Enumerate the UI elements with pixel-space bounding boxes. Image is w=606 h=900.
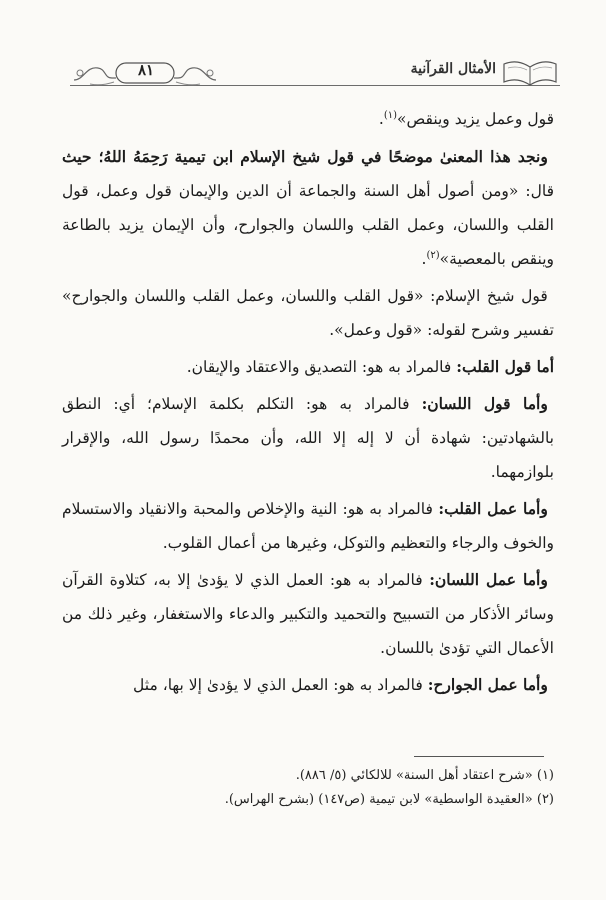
footnote-1: (١) «شرح اعتقاد أهل السنة» للالكائي (٥/ ٨٨٦). xyxy=(295,768,554,783)
paragraph-qawl-al-qalb: أما قول القلب: فالمراد به هو: التصديق والاعتقاد والإيقان. xyxy=(186,357,554,376)
paragraph-amal-al-qalb: وأما عمل القلب: فالمراد به هو: النية والإخلاص والمحبة والانقياد والاستسلام والخوف والرجاء والتعظيم والتوكل، وغيرها من أعمال القلوب. xyxy=(62,499,554,552)
term-heading: وأما عمل الجوارح: xyxy=(427,675,548,694)
footnote-ref-1[interactable]: (١) xyxy=(383,109,397,121)
paragraph-continuation: قول وعمل يزيد وينقص»$^{(١)}$. xyxy=(378,109,554,128)
paragraph-qawl-al-lisan: وأما قول اللسان: فالمراد به هو: التكلم بكلمة الإسلام؛ أي: النطق بالشهادتين: شهادة أن لا إله إلا الله، وأن محمدًا رسول الله، والإقرار بلوازمهما. xyxy=(62,394,554,481)
open-book-icon xyxy=(500,56,560,90)
footnote-ref-2[interactable]: (٢) xyxy=(426,249,440,261)
term-heading: وأما عمل القلب: xyxy=(438,499,548,518)
footnote-divider xyxy=(414,756,544,757)
paragraph-explanation: قول شيخ الإسلام: «قول القلب واللسان، وعمل القلب واللسان والجوارح» تفسير وشرح لقوله: «قول وعمل». xyxy=(62,287,554,339)
paragraph-lead: ونجد هذا المعنىٰ موضحًا في قول شيخ الإسلام ابن تيمية رَحِمَهُ اللهُ؛ حيث xyxy=(62,147,548,166)
paragraph-amal-al-jawarih: وأما عمل الجوارح: فالمراد به هو: العمل الذي لا يؤدىٰ إلا بها، مثل xyxy=(133,675,548,694)
paragraph-ibn-taymiyya-quote: ونجد هذا المعنىٰ موضحًا في قول شيخ الإسلام ابن تيمية رَحِمَهُ اللهُ؛ حيث قال: «ومن أصول أهل السنة والجماعة أن الدين والإيمان قول وعمل، قول القلب واللسان، وعمل القلب واللسان والجوارح، وأن الإيمان يزيد بالطاعة وينقص بالمعصية»$^{(٢)}$. xyxy=(62,147,554,268)
term-heading: وأما قول اللسان: xyxy=(421,394,548,413)
paragraph-amal-al-lisan: وأما عمل اللسان: فالمراد به هو: العمل الذي لا يؤدىٰ إلا به، كتلاوة القرآن وسائر الأذكار من التسبيح والتحميد والتكبير والدعاء والاستغفار، وغير ذلك من الأعمال التي تؤدىٰ باللسان. xyxy=(62,570,554,657)
page-header xyxy=(70,52,560,96)
page-number: ٨١ xyxy=(137,61,155,79)
footnote-2: (٢) «العقيدة الواسطية» لابن تيمية (ص١٤٧) (بشرح الهراس). xyxy=(224,792,554,807)
footnotes xyxy=(62,764,554,812)
term-heading: أما قول القلب: xyxy=(456,357,554,376)
term-heading: وأما عمل اللسان: xyxy=(429,570,548,589)
main-text xyxy=(62,102,554,705)
running-title: الأمثال القرآنية xyxy=(410,61,496,77)
